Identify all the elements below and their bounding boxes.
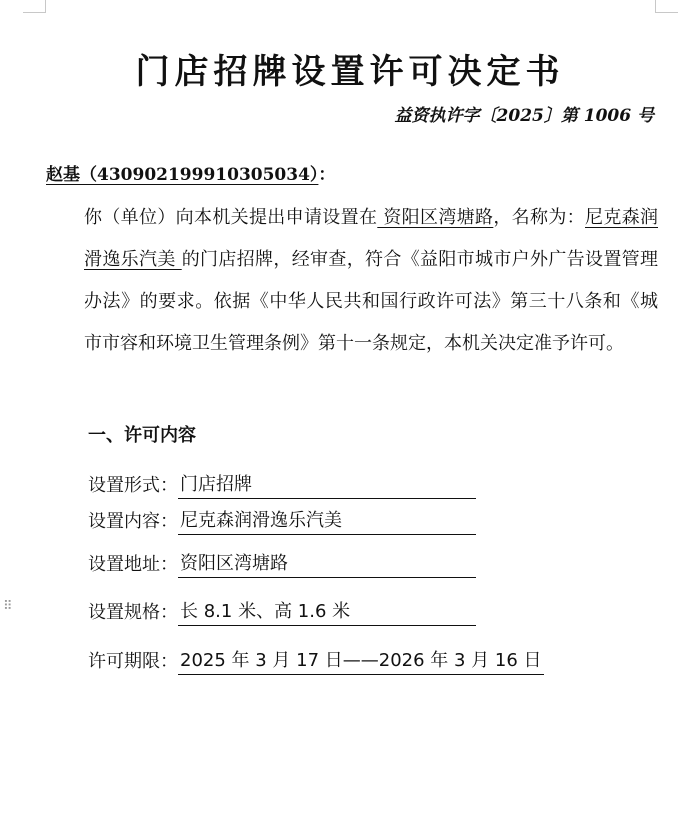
paragraph-text-a: 你（单位）向本机关提出申请设置在 bbox=[84, 207, 378, 228]
drag-handle-icon[interactable]: ⠿ bbox=[3, 599, 13, 614]
page-corner-mark-right bbox=[655, 0, 678, 13]
field-form bbox=[88, 472, 476, 499]
addressee bbox=[46, 160, 335, 185]
document-title: 门店招牌设置许可决定书 bbox=[135, 52, 565, 92]
paragraph-location: 资阳区湾塘路 bbox=[377, 207, 494, 228]
field-label: 设置内容： bbox=[88, 511, 178, 532]
field-value: 门店招牌 bbox=[178, 472, 476, 499]
field-value: 尼克森润滑逸乐汽美 bbox=[178, 508, 476, 535]
addressee-name: 赵基（430902199910305034） bbox=[46, 165, 319, 185]
field-label: 设置规格： bbox=[88, 602, 178, 623]
field-period bbox=[88, 648, 544, 675]
field-address bbox=[88, 551, 476, 578]
field-label: 设置形式： bbox=[88, 475, 178, 496]
paragraph-shop-name: 尼克森润滑逸乐汽美 bbox=[84, 207, 658, 270]
addressee-colon: ： bbox=[318, 165, 336, 185]
decision-body bbox=[46, 197, 658, 365]
field-value: 资阳区湾塘路 bbox=[178, 551, 476, 578]
field-label: 设置地址： bbox=[88, 554, 178, 575]
field-spec bbox=[88, 599, 476, 626]
document-number: 益资执许字〔2025〕第 1006 号 bbox=[394, 106, 654, 126]
paragraph-text-c: 的门店招牌，经审查，符合《益阳市城市户外广告设置管理办法》的要求。依据《中华人民共和国行政许可法》第三十八条和《城市市容和环境卫生管理条例》第十一条规定，本机关决定准予许可。 bbox=[84, 249, 658, 354]
decision-paragraph bbox=[46, 197, 658, 365]
field-content bbox=[88, 508, 476, 535]
field-label: 许可期限： bbox=[88, 651, 178, 672]
field-value: 长 8.1 米、高 1.6 米 bbox=[178, 599, 476, 626]
field-value: 2025 年 3 月 17 日——2026 年 3 月 16 日 bbox=[178, 648, 544, 675]
section-heading: 一、许可内容 bbox=[88, 425, 196, 446]
page-corner-mark-left bbox=[23, 0, 46, 13]
paragraph-text-b: ，名称为： bbox=[493, 207, 585, 228]
